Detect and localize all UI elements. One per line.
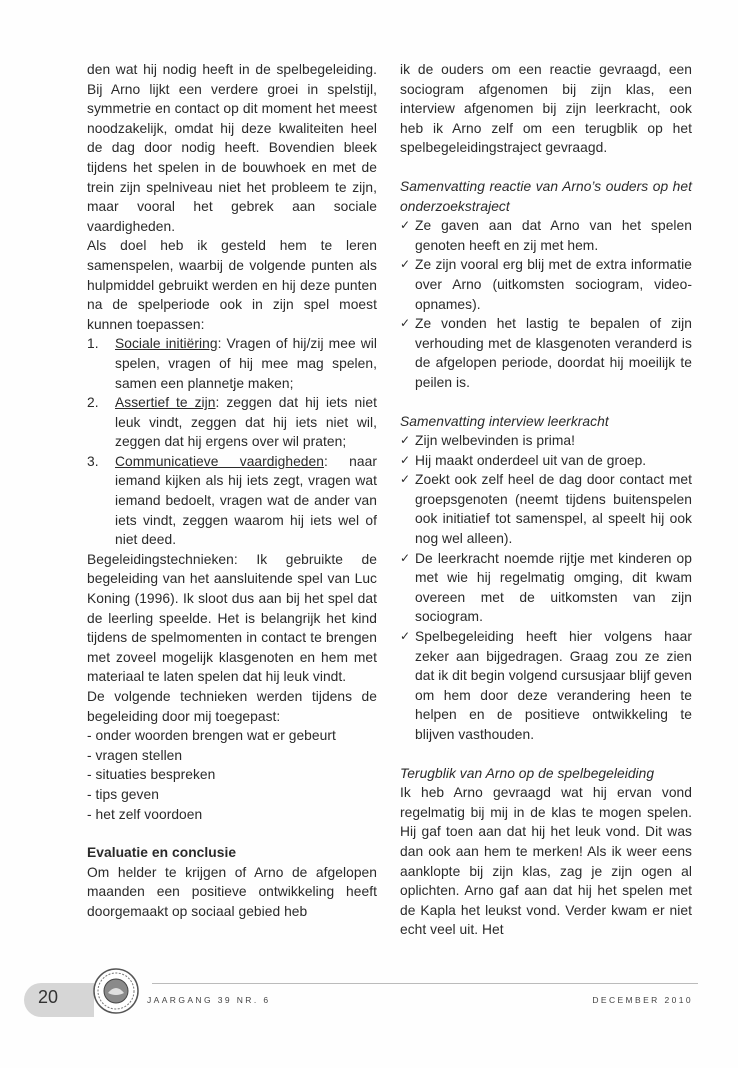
goal-item [87,393,377,452]
checkmark-icon: ✓ [400,472,411,487]
techniques-intro: De volgende technieken werden tijdens de begeleiding door mij toegepast: [87,689,377,724]
journal-issue: JAARGANG 39 NR. 6 [147,995,271,1005]
intro-paragraph: den wat hij nodig heeft in de spelbegeleiding. Bij Arno lijkt een verdere groei in spelstijl, symmetrie en contact op dit moment het meest noodzakelijk, omdat hij deze kwaliteiten heel de dag door nodig heeft. Bovendien bleek tijdens het spelen in de bouwhoek en met de trein zijn spelniveau niet het probleem te zijn, maar vooral het gebrek aan sociale vaardigheden. [87,62,377,234]
techniques-list [87,726,377,824]
list-item: - onder woorden brengen wat er gebeurt [87,728,336,744]
list-item [400,431,692,451]
checkmark-icon: ✓ [400,452,411,467]
spacer [400,393,692,412]
list-item: - het zelf voordoen [87,806,203,822]
goal-term: Communicatieve vaardigheden [115,453,324,469]
goal-paragraph: Als doel heb ik gesteld hem te leren samenspelen, waarbij de volgende punten als hulpmiddel gebruikt werden en hij deze punten na de spelperiode ook in zijn spel moest kunnen toepassen: [87,238,377,332]
left-column [87,60,377,922]
goal-term: Sociale initiëring [115,336,218,352]
list-item: - tips geven [87,786,159,802]
checkmark-icon: ✓ [400,629,411,644]
spacer [87,824,377,843]
list-item: - vragen stellen [87,747,183,763]
list-item [400,216,692,255]
checkmark-icon: ✓ [400,550,411,565]
list-item-text: Ze vonden het lastig te bepalen of zijn verhouding met de klasgenoten veranderd is de afgelopen periode, doordat hij moeilijk te peilen is. [415,316,692,390]
techniques-paragraph: Begeleidingstechnieken: Ik gebruikte de begeleiding van het aansluitende spel van Luc Koning (1996). Ik sloot dus aan bij het spel dat de leerling speelde. Het is belangrijk het kind tijdens de spelmomenten in contact te brengen met zoveel mogelijk klasgenoten en hem met materiaal te laten spelen dat hij leuk vindt. [87,551,377,685]
footer-divider [152,983,698,984]
issue-date: DECEMBER 2010 [592,995,693,1005]
goal-item [87,334,377,393]
list-item-text: De leerkracht noemde rijtje met kinderen op met wie hij regelmatig omging, dit kwam overeen met de uitkomsten van zijn sociogram. [415,550,692,625]
list-item-text: Hij maakt onderdeel uit van de groep. [415,452,647,468]
eval-heading: Evaluatie en conclusie [87,845,237,861]
parents-list [400,216,692,392]
parents-heading: Samenvatting reactie van Arno’s ouders op het onderzoekstraject [400,178,692,214]
goals-list [87,334,377,550]
goal-number: 1. [87,336,99,352]
list-item-text: Zoekt ook zelf heel de dag door contact met groepsgenoten (neemt tijdens buitenspelen ook initiatief tot samenspel, al speelt hij ook nog wel alleen). [415,472,692,547]
checkmark-icon: ✓ [400,433,411,448]
list-item [400,627,692,745]
list-item-text: Spelbegeleiding heeft hier volgens haar zeker aan bijgedragen. Graag zou ze zien dat ik dit begin volgend cursusjaar blijf geven om hem door deze verandering heen te helpen en de positieve ontwikkeling te blijven vasthouden. [415,629,692,742]
page-number: 20 [38,987,59,1007]
list-item [400,451,692,471]
teacher-list [400,431,692,745]
list-item-text: Zijn welbevinden is prima! [415,433,576,449]
list-item-text: Ze zijn vooral erg blij met de extra informatie over Arno (uitkomsten sociogram, video-opnames). [415,257,692,312]
goal-number: 2. [87,395,99,411]
goal-text: : zeggen dat hij iets niet leuk vindt, zeggen dat hij iets niet wil, zeggen dat hij ergens over wil praten; [115,395,377,450]
arno-heading: Terugblik van Arno op de spelbegeleiding [400,765,655,781]
goal-term: Assertief te zijn [115,395,216,411]
spacer [400,158,692,177]
checkmark-icon: ✓ [400,257,411,272]
page-number-tab [24,983,94,1017]
list-item [400,549,692,627]
checkmark-icon: ✓ [400,316,411,331]
right-intro-paragraph: ik de ouders om een reactie gevraagd, een sociogram afgenomen bij zijn klas, een interview afgenomen bij zijn leerkracht, ook heb ik Arno zelf om een terugblik op het spelbegeleidingstraject gevraagd. [400,62,692,156]
list-item-text: Ze gaven aan dat Arno van het spelen genoten heeft en zij met hem. [415,218,692,253]
list-item: - situaties bespreken [87,767,216,783]
teacher-heading: Samenvatting interview leerkracht [400,413,609,429]
goal-number: 3. [87,453,99,469]
list-item [400,314,692,392]
eval-paragraph: Om helder te krijgen of Arno de afgelopen maanden een positieve ontwikkeling heeft doorgemaakt op sociaal gebied heb [87,864,377,919]
goal-item [87,452,377,550]
right-column [400,60,692,940]
checkmark-icon: ✓ [400,218,411,233]
list-item [400,255,692,314]
goal-text: : naar iemand kijken als hij iets zegt, vragen wat iemand bedoelt, vragen wat de ander van iets vindt, zeggen waarom hij iets wel of niet deed. [115,453,377,548]
arno-paragraph: Ik heb Arno gevraagd wat hij ervan vond regelmatig bij mij in de klas te mogen spelen. Hij gaf toen aan dat hij het leuk vond. Dit was dan ook aan hem te merken! Als ik weer eens aanklopte bij zijn klas, zag je zijn ogen al oplichten. Arno gaf aan dat hij het spelen met de Kapla het leukst vond. Verder kwam er niet echt veel uit. Het [400,785,692,938]
spacer [400,745,692,764]
goal-text: : Vragen of hij/zij mee wil spelen, vragen of hij mee mag spelen, samen een plannetje maken; [115,336,377,391]
list-item [400,470,692,548]
journal-seal-icon [92,967,140,1015]
